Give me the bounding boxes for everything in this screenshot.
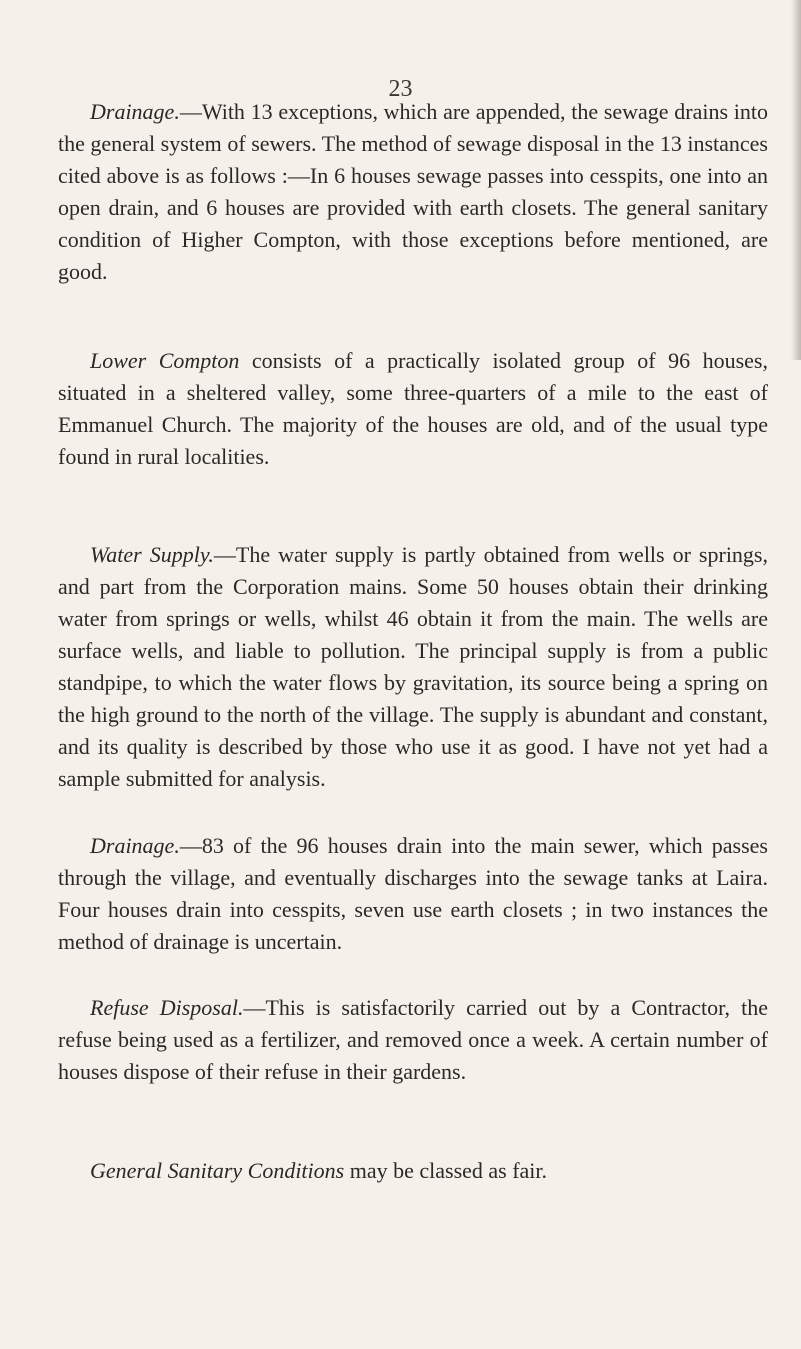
paragraph-heading: General Sanitary Conditions bbox=[90, 1158, 345, 1183]
paragraph-body: —The water supply is partly obtained from wells or springs, and part from the Corporation mains. Some 50 houses obtain their drinking water from springs or wells, whilst 46 obtain it from the main. The wells are surface wells, and liable to pollution. The principal supply is from a public standpipe, to which the water flows by gravitation, its source being a spring on the high ground to the north of the village. The supply is abundant and constant, and its quality is described by those who use it as good. I have not yet had a sample submitted for analysis. bbox=[58, 542, 768, 791]
paragraph-refuse-disposal bbox=[58, 992, 768, 1088]
paragraph-heading: Refuse Disposal. bbox=[90, 995, 244, 1020]
paragraph-general-sanitary bbox=[58, 1155, 768, 1187]
paragraph-drainage-lower-compton bbox=[58, 830, 768, 958]
paragraph-heading: Drainage. bbox=[90, 99, 180, 124]
page-edge-shadow bbox=[791, 0, 801, 360]
paragraph-heading: Lower Compton bbox=[90, 348, 240, 373]
paragraph-body: consists of a practically isolated group of 96 houses, situated in a sheltered valley, some three-quarters of a mile to the east of Emmanuel Church. The majority of the houses are old, and of the usual type found in rural localities. bbox=[58, 348, 768, 469]
paragraph-lower-compton bbox=[58, 345, 768, 473]
page-number: 23 bbox=[388, 76, 413, 102]
paragraph-body: —83 of the 96 houses drain into the main sewer, which passes through the village, and eventually discharges into the sewage tanks at Laira. Four houses drain into cesspits, seven use earth closets ; in two instances the method of drainage is uncertain. bbox=[58, 833, 768, 954]
paragraph-body: —This is satisfactorily carried out by a Contractor, the refuse being used as a fertilizer, and removed once a week. A certain number of houses dispose of their refuse in their gardens. bbox=[58, 995, 768, 1084]
paragraph-body: —With 13 exceptions, which are appended, the sewage drains into the general system of sewers. The method of sewage disposal in the 13 instances cited above is as follows :—In 6 houses sewage passes into cesspits, one into an open drain, and 6 houses are provided with earth closets. The general sanitary condition of Higher Compton, with those exceptions before mentioned, are good. bbox=[58, 99, 768, 284]
paragraph-drainage-higher-compton bbox=[58, 96, 768, 288]
paragraph-water-supply bbox=[58, 539, 768, 795]
paragraph-body: may be classed as fair. bbox=[344, 1158, 548, 1183]
paragraph-heading: Water Supply. bbox=[90, 542, 214, 567]
paragraph-heading: Drainage. bbox=[90, 833, 180, 858]
